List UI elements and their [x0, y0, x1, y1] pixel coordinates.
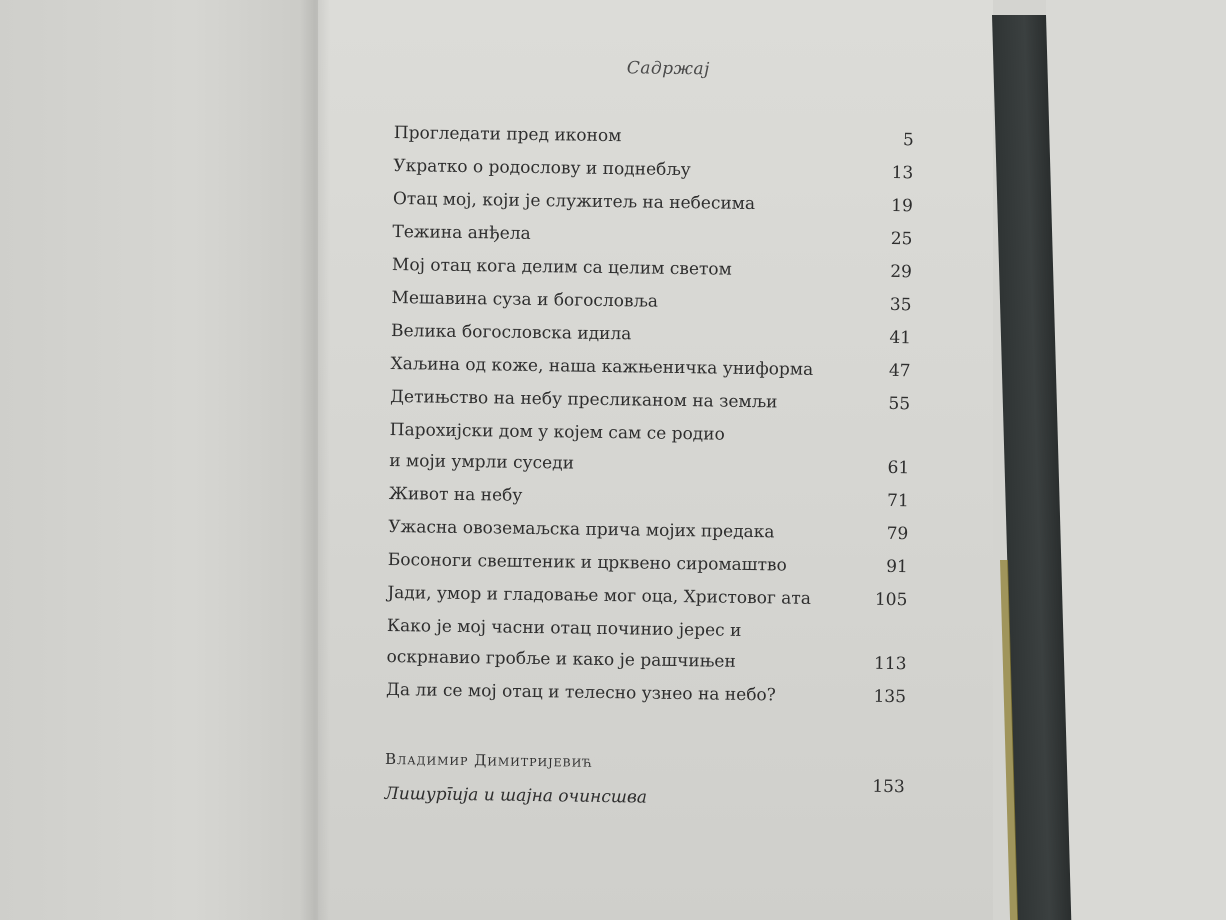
- toc-entry-title: Детињство на небу пресликаном на земљи: [390, 386, 778, 413]
- toc-entry-title: Живот на небу: [388, 483, 523, 506]
- toc-entry-title: Босоноги свештеник и црквено сиромаштво: [387, 549, 787, 576]
- toc-entry-title-continued: оскрнавио гробље и како је рашчињен: [386, 646, 736, 672]
- toc-entry-title: Тежина анђела: [392, 221, 531, 244]
- toc-entry: [388, 545, 908, 583]
- appendix-essay-page: 153: [872, 776, 905, 798]
- toc-entry-page: 71: [886, 490, 909, 512]
- toc-entry: [390, 349, 910, 387]
- toc-entry-page: 135: [873, 686, 907, 708]
- toc-entry: [389, 415, 910, 484]
- toc-entry-title: Мој отац кога делим са целим светом: [391, 254, 732, 280]
- toc-entry-page: 113: [873, 653, 907, 675]
- table-of-contents: [384, 50, 955, 838]
- toc-entry: [388, 512, 908, 550]
- toc-entry-page: 79: [886, 523, 909, 545]
- toc-entry-title: Како је мој часни отац починио јерес и: [386, 615, 742, 641]
- toc-entry-title: Велика богословска идила: [390, 320, 632, 345]
- toc-entry: [386, 611, 907, 680]
- toc-entry: [393, 184, 913, 222]
- toc-entry: [391, 316, 911, 354]
- toc-entry: [392, 250, 912, 288]
- toc-entry-title: Хаљина од коже, наша кажњеничка униформа: [390, 353, 814, 380]
- toc-entry-page: 5: [902, 130, 914, 151]
- toc-entry-title: Прогледати пред иконом: [393, 122, 622, 147]
- toc-entry-page: 19: [891, 195, 914, 217]
- table-surface: [1046, 0, 1226, 920]
- left-page: [0, 0, 318, 920]
- toc-entry-title: Парохијски дом у којем сам се родио: [389, 419, 725, 445]
- toc-entry: [386, 675, 906, 713]
- toc-entry: [389, 479, 909, 517]
- toc-entry-page: 47: [888, 360, 911, 382]
- toc-entry-page: 25: [890, 228, 913, 250]
- appendix-author: Владимир Димитријевић: [384, 749, 593, 771]
- toc-entry-page: 13: [891, 162, 914, 184]
- toc-heading: Садржај: [626, 58, 710, 80]
- toc-entry-page: 91: [886, 556, 908, 578]
- toc-entry-title: Да ли се мој отац и телесно узнео на небо?: [385, 679, 776, 706]
- toc-entry-page: 55: [888, 393, 911, 415]
- toc-entry-title: Отац мој, који је служитељ на небесима: [392, 188, 756, 215]
- toc-entry-title: Укратко о родослову и поднебљу: [393, 155, 691, 181]
- toc-entry-title: Ужасна овоземаљска прича мојих предака: [388, 516, 775, 543]
- toc-entry-page: 29: [890, 261, 913, 283]
- toc-entry-page: 35: [889, 294, 912, 316]
- toc-entry: [392, 217, 912, 255]
- toc-entry-page: 41: [889, 327, 912, 349]
- toc-entry-title: Мешавина суза и богословља: [391, 287, 659, 312]
- toc-entry: [391, 283, 911, 321]
- toc-entry-title: Јади, умор и гладовање мог оца, Христовог ата: [387, 582, 812, 609]
- toc-entry-title-continued: и моји умрли суседи: [389, 450, 575, 474]
- toc-entry-page: 105: [874, 589, 908, 611]
- toc-entry: [393, 151, 913, 189]
- toc-entry: [390, 382, 910, 420]
- appendix-essay-title: Лишурīија и шајна очинсшва: [384, 783, 648, 808]
- book-gutter: [300, 0, 330, 920]
- toc-entry-page: 61: [887, 457, 910, 479]
- toc-entry: [387, 578, 907, 616]
- toc-entry: [394, 118, 914, 156]
